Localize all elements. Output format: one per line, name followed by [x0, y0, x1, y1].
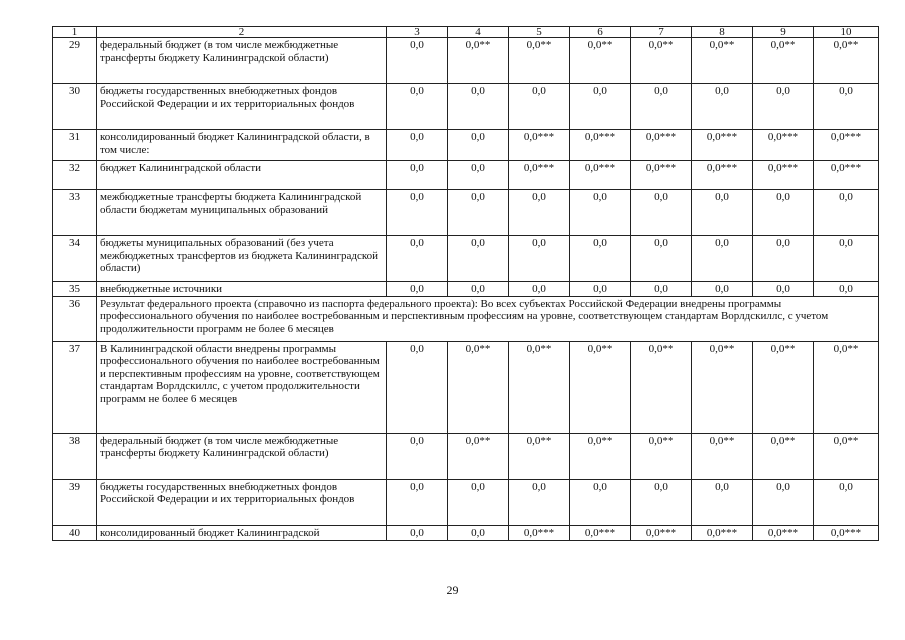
value-cell: 0,0*** — [753, 525, 814, 540]
header-cell: 9 — [753, 27, 814, 38]
value-cell: 0,0 — [509, 236, 570, 282]
row-number: 31 — [53, 130, 97, 161]
value-cell: 0,0*** — [631, 130, 692, 161]
value-cell: 0,0 — [448, 236, 509, 282]
row-number: 29 — [53, 38, 97, 84]
table-row — [53, 433, 879, 479]
value-cell: 0,0*** — [814, 525, 879, 540]
value-cell: 0,0 — [387, 190, 448, 236]
value-cell: 0,0 — [692, 84, 753, 130]
value-cell: 0,0*** — [631, 525, 692, 540]
table-row — [53, 282, 879, 297]
header-cell: 4 — [448, 27, 509, 38]
row-number: 33 — [53, 190, 97, 236]
value-cell: 0,0*** — [509, 161, 570, 190]
value-cell: 0,0** — [570, 433, 631, 479]
row-label: консолидированный бюджет Калининградской области, в том числе: — [97, 130, 387, 161]
row-label: В Калининградской области внедрены программы профессионального обучения по наиболее востребованным и перспективным профессиям на уровне, соответствующем стандартам Ворлдскиллс, с учетом продолжительности программ не более 6 месяцев — [97, 341, 387, 433]
value-cell: 0,0 — [448, 130, 509, 161]
row-number: 32 — [53, 161, 97, 190]
result-text: Результат федерального проекта (справочно из паспорта федерального проекта): Во всех субъектах Российской Федерации внедрены программы профессионального обучения по наиболее востребованным и перспективным профессиям на уровне, соответствующем стандартам Ворлдскиллс, с учетом продолжительности программ не более 6 месяцев — [97, 296, 879, 341]
row-label: бюджеты государственных внебюджетных фондов Российской Федерации и их территориальных фондов — [97, 84, 387, 130]
value-cell: 0,0 — [448, 282, 509, 297]
header-cell: 6 — [570, 27, 631, 38]
value-cell: 0,0 — [692, 190, 753, 236]
table-row — [53, 236, 879, 282]
value-cell: 0,0*** — [509, 130, 570, 161]
value-cell: 0,0** — [631, 433, 692, 479]
value-cell: 0,0 — [387, 236, 448, 282]
value-cell: 0,0** — [692, 38, 753, 84]
value-cell: 0,0 — [387, 130, 448, 161]
value-cell: 0,0 — [692, 236, 753, 282]
value-cell: 0,0** — [631, 38, 692, 84]
value-cell: 0,0 — [387, 84, 448, 130]
value-cell: 0,0** — [570, 341, 631, 433]
value-cell: 0,0 — [448, 161, 509, 190]
value-cell: 0,0 — [387, 525, 448, 540]
value-cell: 0,0 — [692, 479, 753, 525]
row-number: 40 — [53, 525, 97, 540]
header-cell: 10 — [814, 27, 879, 38]
value-cell: 0,0** — [448, 433, 509, 479]
value-cell: 0,0 — [814, 479, 879, 525]
value-cell: 0,0 — [631, 190, 692, 236]
value-cell: 0,0 — [387, 433, 448, 479]
value-cell: 0,0 — [448, 84, 509, 130]
value-cell: 0,0** — [814, 433, 879, 479]
row-label: межбюджетные трансферты бюджета Калининградской области бюджетам муниципальных образований — [97, 190, 387, 236]
value-cell: 0,0 — [509, 479, 570, 525]
table-row — [53, 525, 879, 540]
row-label: внебюджетные источники — [97, 282, 387, 297]
table-row — [53, 38, 879, 84]
row-label: федеральный бюджет (в том числе межбюджетные трансферты бюджету Калининградской области) — [97, 433, 387, 479]
value-cell: 0,0** — [448, 38, 509, 84]
table-row — [53, 84, 879, 130]
value-cell: 0,0 — [692, 282, 753, 297]
value-cell: 0,0 — [387, 341, 448, 433]
value-cell: 0,0** — [631, 341, 692, 433]
row-label: бюджет Калининградской области — [97, 161, 387, 190]
value-cell: 0,0 — [387, 479, 448, 525]
header-cell: 3 — [387, 27, 448, 38]
value-cell: 0,0*** — [570, 130, 631, 161]
header-row — [53, 27, 879, 38]
value-cell: 0,0*** — [692, 130, 753, 161]
header-cell: 1 — [53, 27, 97, 38]
row-label: бюджеты муниципальных образований (без учета межбюджетных трансфертов из бюджета Калининградской области) — [97, 236, 387, 282]
value-cell: 0,0** — [509, 433, 570, 479]
value-cell: 0,0 — [814, 282, 879, 297]
value-cell: 0,0** — [753, 433, 814, 479]
budget-table — [52, 26, 879, 541]
value-cell: 0,0*** — [570, 525, 631, 540]
value-cell: 0,0 — [509, 282, 570, 297]
value-cell: 0,0*** — [692, 525, 753, 540]
value-cell: 0,0 — [448, 525, 509, 540]
value-cell: 0,0 — [570, 84, 631, 130]
value-cell: 0,0 — [570, 190, 631, 236]
value-cell: 0,0 — [387, 161, 448, 190]
header-cell: 8 — [692, 27, 753, 38]
value-cell: 0,0 — [753, 236, 814, 282]
value-cell: 0,0** — [753, 341, 814, 433]
value-cell: 0,0 — [631, 84, 692, 130]
value-cell: 0,0 — [448, 479, 509, 525]
table-row — [53, 130, 879, 161]
value-cell: 0,0*** — [631, 161, 692, 190]
value-cell: 0,0** — [509, 341, 570, 433]
row-label: бюджеты государственных внебюджетных фондов Российской Федерации и их территориальных фондов — [97, 479, 387, 525]
value-cell: 0,0*** — [692, 161, 753, 190]
page-number: 29 — [446, 583, 459, 597]
value-cell: 0,0 — [570, 479, 631, 525]
value-cell: 0,0 — [631, 282, 692, 297]
row-number: 35 — [53, 282, 97, 297]
row-number: 39 — [53, 479, 97, 525]
value-cell: 0,0** — [692, 433, 753, 479]
value-cell: 0,0 — [387, 38, 448, 84]
value-cell: 0,0 — [570, 282, 631, 297]
header-cell: 7 — [631, 27, 692, 38]
row-number: 38 — [53, 433, 97, 479]
value-cell: 0,0 — [814, 84, 879, 130]
row-number: 34 — [53, 236, 97, 282]
value-cell: 0,0 — [753, 479, 814, 525]
value-cell: 0,0 — [387, 282, 448, 297]
value-cell: 0,0 — [509, 190, 570, 236]
row-number: 37 — [53, 341, 97, 433]
table-row — [53, 161, 879, 190]
value-cell: 0,0** — [692, 341, 753, 433]
value-cell: 0,0*** — [570, 161, 631, 190]
value-cell: 0,0** — [448, 341, 509, 433]
value-cell: 0,0 — [509, 84, 570, 130]
value-cell: 0,0 — [631, 236, 692, 282]
value-cell: 0,0 — [814, 236, 879, 282]
value-cell: 0,0** — [509, 38, 570, 84]
table-row — [53, 479, 879, 525]
result-row — [53, 296, 879, 341]
value-cell: 0,0** — [753, 38, 814, 84]
value-cell: 0,0*** — [509, 525, 570, 540]
value-cell: 0,0*** — [753, 130, 814, 161]
row-number: 36 — [53, 296, 97, 341]
value-cell: 0,0*** — [753, 161, 814, 190]
value-cell: 0,0 — [448, 190, 509, 236]
value-cell: 0,0*** — [814, 161, 879, 190]
value-cell: 0,0*** — [814, 130, 879, 161]
value-cell: 0,0** — [814, 38, 879, 84]
value-cell: 0,0 — [753, 84, 814, 130]
header-cell: 5 — [509, 27, 570, 38]
value-cell: 0,0 — [753, 190, 814, 236]
header-cell: 2 — [97, 27, 387, 38]
table-row — [53, 341, 879, 433]
table-body — [53, 27, 879, 541]
value-cell: 0,0 — [753, 282, 814, 297]
row-number: 30 — [53, 84, 97, 130]
row-label: консолидированный бюджет Калининградской — [97, 525, 387, 540]
value-cell: 0,0** — [570, 38, 631, 84]
value-cell: 0,0 — [570, 236, 631, 282]
table-row — [53, 190, 879, 236]
value-cell: 0,0 — [814, 190, 879, 236]
row-label: федеральный бюджет (в том числе межбюджетные трансферты бюджету Калининградской области) — [97, 38, 387, 84]
value-cell: 0,0** — [814, 341, 879, 433]
value-cell: 0,0 — [631, 479, 692, 525]
